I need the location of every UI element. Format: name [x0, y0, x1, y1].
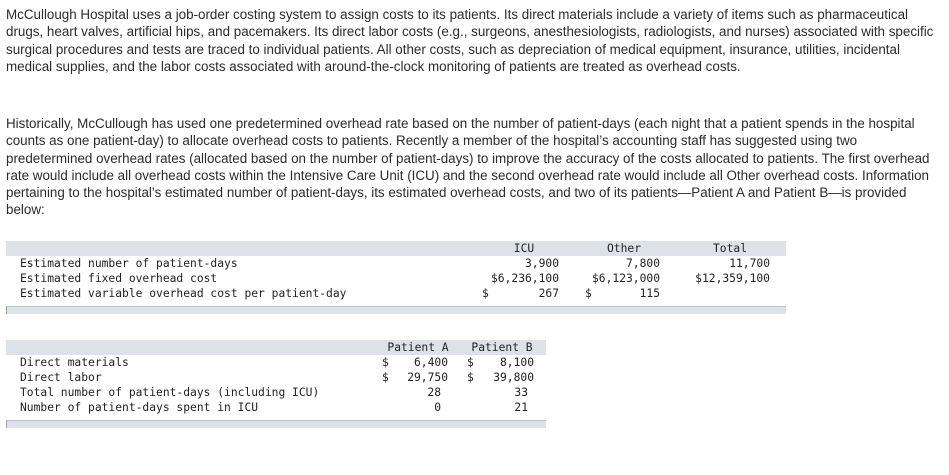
allocation-paragraph: Historically, McCullough has used one predetermined overhead rate based on the number of patient-days (each night that a patient spends in the hospital counts as one patient-day) to allocate overhead costs to patients. Recently a member of the hospital’s accounting staff has suggested using two predetermined overhead rates (allocated based on the number of patient-days) to improve the accuracy of the costs allocated to patients. The first overhead rate would include all overhead costs within the Intensive Care Unit (ICU) and the second overhead rate would include all Other overhead costs. Information pertaining to the hospital’s estimated number of patient-days, its estimated overhead costs, and two of its patients—Patient A and Patient B—is provided below: [6, 116, 930, 218]
patient-b-currency-symbol: $ [467, 356, 474, 369]
col-header-total: Total [712, 242, 747, 255]
total-value: $12,359,100 [695, 272, 770, 285]
table-row [6, 286, 786, 301]
icu-value: $6,236,100 [490, 272, 559, 285]
table-footer-bar [6, 420, 546, 428]
table-header-row [6, 241, 786, 256]
col-header-icu: ICU [513, 242, 535, 255]
total-value: 11,700 [729, 257, 770, 270]
patient-a-currency-symbol: $ [382, 371, 389, 384]
other-value: 115 [639, 287, 660, 300]
patient-a-value: 29,750 [407, 371, 448, 384]
row-label: Estimated variable overhead cost per patient-day [20, 287, 347, 300]
table-footer-bar [6, 306, 786, 314]
patient-b-value: 33 [514, 386, 528, 399]
icu-value: 3,900 [524, 257, 559, 270]
patient-a-value: 6,400 [413, 356, 448, 369]
other-value: 7,800 [625, 257, 660, 270]
row-label: Number of patient-days spent in ICU [20, 401, 259, 414]
patient-b-currency-symbol: $ [467, 371, 474, 384]
table-row [6, 370, 546, 385]
col-header-other: Other [606, 242, 641, 255]
row-label: Direct labor [20, 371, 102, 384]
patient-b-value: 21 [514, 401, 528, 414]
patient-a-value: 0 [434, 401, 441, 414]
table-header-row [6, 340, 546, 355]
intro-paragraph: McCullough Hospital uses a job-order costing system to assign costs to its patients. Its direct materials include a variety of items such as pharmaceutical drugs, heart valves, artificial hips, and pacemakers. Its direct labor costs (e.g., surgeons, anesthesiologists, radiologists, and nurses) associated with specific surgical procedures and tests are traced to individual patients. All other costs, such as depreciation of medical equipment, insurance, utilities, incidental medical supplies, and the labor costs associated with around-the-clock monitoring of patients are treated as overhead costs. [6, 7, 934, 74]
table-row [6, 256, 786, 271]
other-currency-symbol: $ [585, 287, 592, 300]
table-row [6, 385, 546, 400]
patient-b-value: 39,800 [493, 371, 534, 384]
table-row [6, 400, 546, 415]
overhead-estimates-table [6, 241, 786, 316]
row-label: Estimated fixed overhead cost [20, 272, 218, 285]
other-value: $6,123,000 [591, 272, 660, 285]
table-row [6, 355, 546, 370]
col-header-patient-a: Patient A [387, 341, 449, 354]
icu-value: 267 [538, 287, 559, 300]
row-label: Direct materials [20, 356, 129, 369]
patient-b-value: 8,100 [499, 356, 534, 369]
patient-a-currency-symbol: $ [382, 356, 389, 369]
col-header-patient-b: Patient B [471, 341, 533, 354]
table-row [6, 271, 786, 286]
icu-currency-symbol: $ [482, 287, 489, 300]
row-label: Estimated number of patient-days [20, 257, 238, 270]
patient-costs-table [6, 340, 546, 431]
patient-a-value: 28 [427, 386, 441, 399]
row-label: Total number of patient-days (including ICU) [20, 386, 320, 399]
